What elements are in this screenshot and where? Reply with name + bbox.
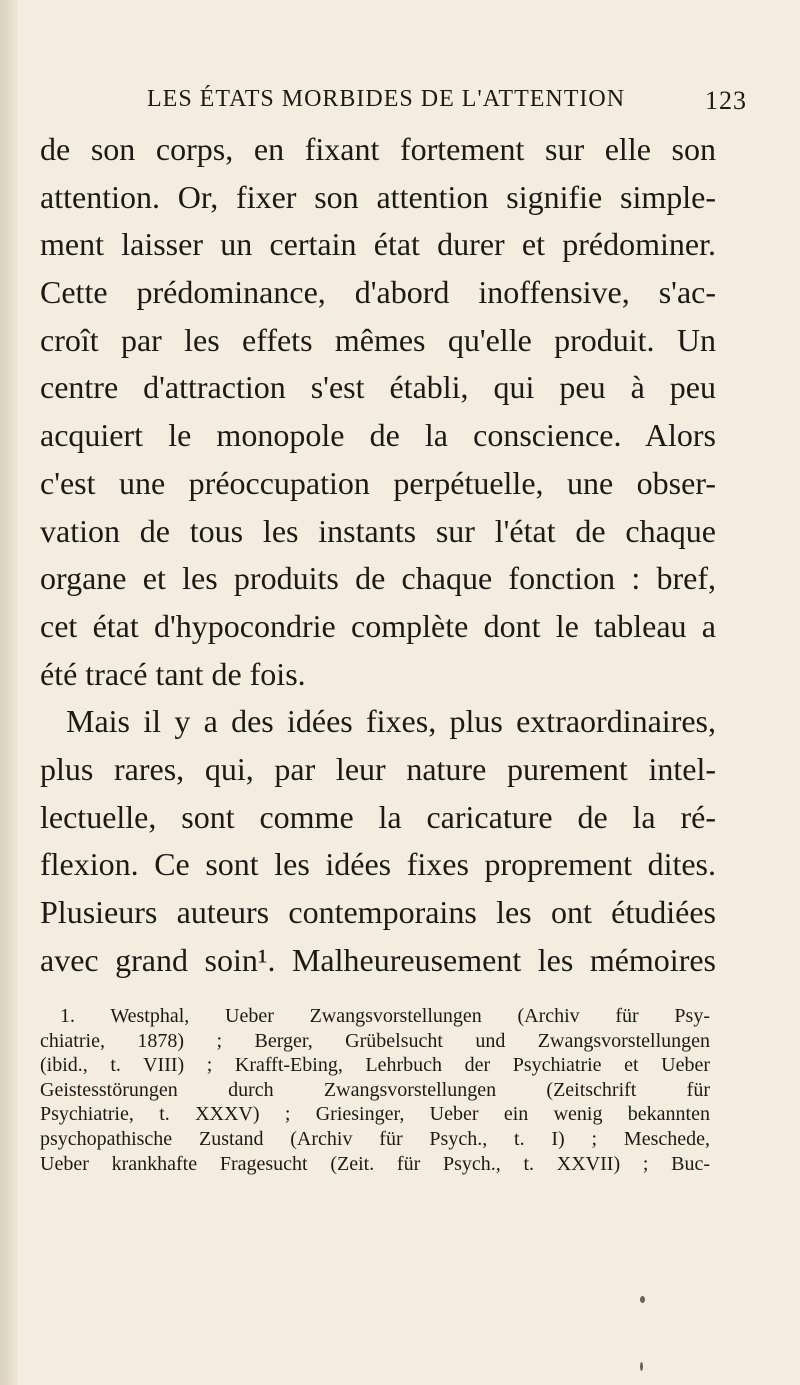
footnote-line: 1. Westphal, Ueber Zwangsvorstellungen (Archiv für Psy-	[60, 1005, 710, 1027]
body-line: Mais il y a des idées fixes, plus extraordinaires,	[66, 703, 716, 740]
footnote-line: Ueber krankhafte Fragesucht (Zeit. für Psych., t. XXVII) ; Buc-	[40, 1152, 710, 1175]
body-line: c'est une préoccupation perpétuelle, une obser-	[40, 464, 716, 501]
page-edge	[0, 0, 18, 1385]
footnotes	[40, 1004, 710, 1176]
body-line: de son corps, en fixant fortement sur elle son	[40, 131, 716, 167]
footnote-line: chiatrie, 1878) ; Berger, Grübelsucht und Zwangsvorstellungen	[40, 1029, 710, 1052]
header-title: LES ÉTATS MORBIDES DE L'ATTENTION	[147, 86, 626, 112]
body-line: vation de tous les instants sur l'état de chaque	[40, 512, 716, 549]
body-line: Plusieurs auteurs contemporains les ont étudiées	[40, 894, 716, 930]
body-text	[40, 126, 716, 984]
body-line: Cette prédominance, d'abord inoffensive, s'ac-	[40, 274, 716, 311]
footnote-line: Geistesstörungen durch Zwangsvorstellungen (Zeitschrift für	[40, 1078, 710, 1101]
paper-speck	[640, 1296, 645, 1303]
footnote-line: psychopathische Zustand (Archiv für Psych., t. I) ; Meschede,	[40, 1127, 710, 1150]
body-line: cet état d'hypocondrie complète dont le tableau a	[40, 607, 716, 644]
body-line: attention. Or, fixer son attention signifie simple-	[40, 178, 716, 215]
body-line: acquiert le monopole de la conscience. Alors	[40, 417, 716, 454]
running-header	[147, 86, 747, 122]
body-line: organe et les produits de chaque fonction : bref,	[40, 560, 716, 597]
body-line: flexion. Ce sont les idées fixes proprement dites.	[40, 846, 716, 883]
body-line: centre d'attraction s'est établi, qui peu à peu	[40, 369, 716, 406]
paper-speck	[640, 1362, 643, 1371]
footnote-line: (ibid., t. VIII) ; Krafft-Ebing, Lehrbuch der Psychiatrie et Ueber	[40, 1054, 710, 1077]
body-line: avec grand soin¹. Malheureusement les mémoires	[40, 941, 716, 978]
body-line: ment laisser un certain état durer et prédominer.	[40, 226, 716, 263]
body-line: croît par les effets mêmes qu'elle produit. Un	[40, 321, 716, 358]
body-line: lectuelle, sont comme la caricature de la ré-	[40, 798, 716, 835]
footnote-line: Psychiatrie, t. XXXV) ; Griesinger, Ueber ein wenig bekannten	[40, 1103, 710, 1126]
body-line: plus rares, qui, par leur nature purement intel-	[40, 750, 716, 787]
page-number: 123	[705, 86, 747, 115]
body-line: été tracé tant de fois.	[40, 655, 306, 692]
